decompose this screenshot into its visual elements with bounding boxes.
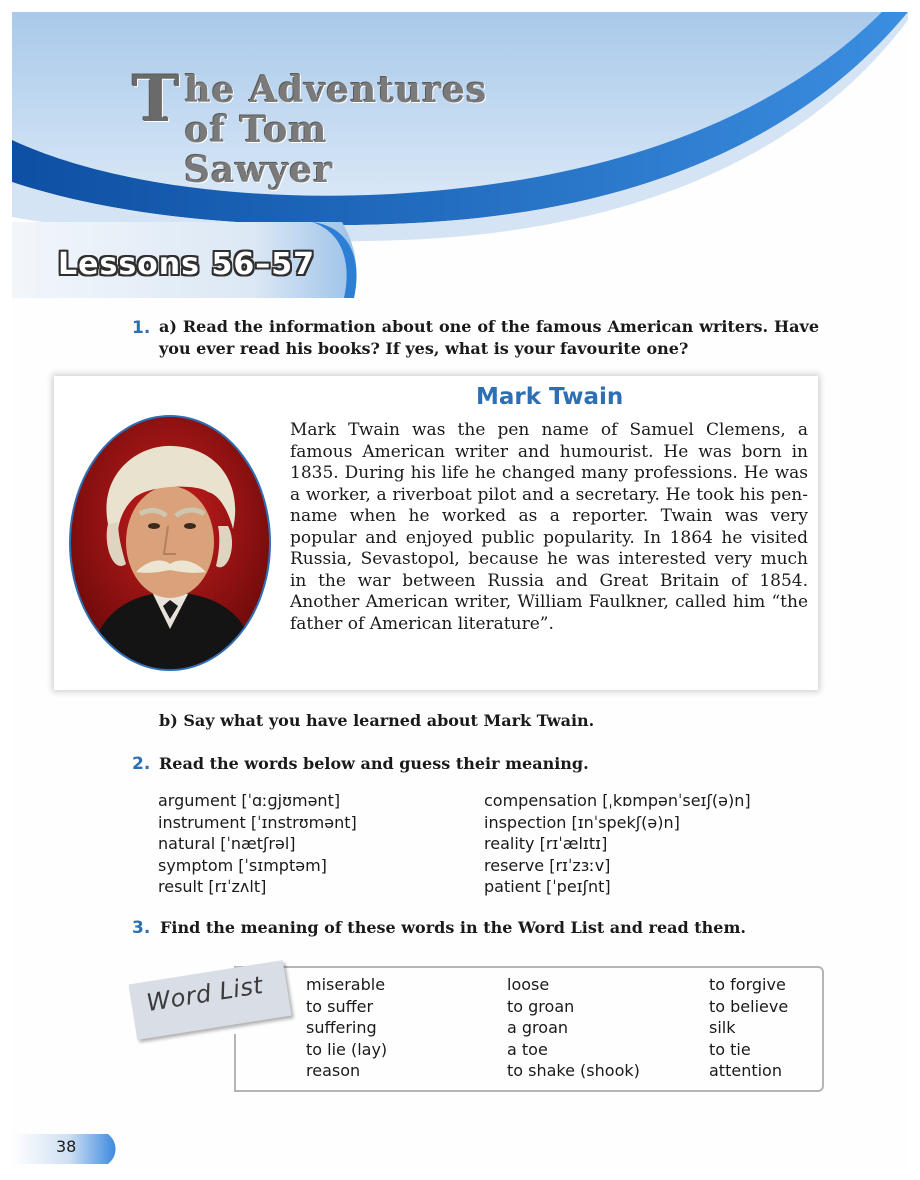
vocab-word: patient [ˈpeɪʃnt] bbox=[484, 877, 611, 896]
mark-twain-portrait bbox=[68, 414, 272, 672]
word-list-item: a toe bbox=[507, 1039, 548, 1059]
vocab-word: instrument [ˈɪnstrʊmənt] bbox=[158, 812, 357, 832]
page-title bbox=[132, 62, 489, 191]
page-number: 38 bbox=[56, 1137, 77, 1156]
vocab-word: argument [ˈɑːɡjʊmənt] bbox=[158, 791, 341, 810]
task-3-prompt: Find the meaning of these words in the Word List and read them. bbox=[160, 918, 746, 937]
word-list-item: a groan bbox=[507, 1018, 569, 1037]
word-list-column-2 bbox=[507, 974, 640, 1082]
word-list-item: miserable bbox=[306, 975, 386, 994]
vocab-word: compensation [ˌkɒmpənˈseɪʃ(ə)n] bbox=[484, 791, 751, 810]
vocab-word: symptom [ˈsɪmptəm] bbox=[158, 855, 327, 875]
word-list-item: to suffer bbox=[306, 996, 374, 1016]
title-line1: he Adventures bbox=[184, 69, 488, 111]
word-list-item: to shake (shook) bbox=[507, 1061, 640, 1080]
lessons-heading: Lessons 56–57 bbox=[58, 247, 315, 282]
vocab-word: reserve [rɪˈzɜːv] bbox=[484, 855, 611, 875]
title-line2: of Tom Sawyer bbox=[184, 109, 334, 191]
vocab-word: natural [ˈnætʃrəl] bbox=[158, 834, 296, 853]
word-list-column-3 bbox=[709, 974, 788, 1082]
vocab-left-column bbox=[158, 790, 357, 898]
vocab-word: reality [rɪˈælɪtɪ] bbox=[484, 834, 608, 853]
title-initial: T bbox=[132, 62, 181, 137]
task-3-number: 3. bbox=[132, 918, 151, 938]
textbook-page bbox=[12, 12, 908, 1168]
word-list-tag-label: Word List bbox=[144, 970, 266, 1018]
word-list-box-edge bbox=[234, 1034, 236, 1090]
task-2-number: 2. bbox=[132, 754, 151, 774]
word-list-item: to believe bbox=[709, 996, 789, 1016]
word-list-item: attention bbox=[709, 1061, 782, 1080]
card-body: Mark Twain was the pen name of Samuel Clemens, a famous American writer and humourist. He was born in 1835. During his life he changed many professions. He was a worker, a riverboat pilot and a secretary. He took his pen-name when he worked as a reporter. Twain was very popular and enjoyed public popularity. In 1864 he visited Russia, Sevastopol, because he was interested very much in the war between Russia and Great Britain of 1854. Another American writer, William Faulkner, called him “the father of American literature”. bbox=[290, 420, 808, 634]
vocab-word: result [rɪˈzʌlt] bbox=[158, 877, 267, 896]
task-2-prompt: Read the words below and guess their meaning. bbox=[159, 754, 589, 773]
word-list-column-1 bbox=[306, 974, 387, 1082]
word-list-item: loose bbox=[507, 975, 550, 994]
word-list-item: silk bbox=[709, 1018, 736, 1037]
word-list-item: to tie bbox=[709, 1039, 751, 1059]
word-list-item: suffering bbox=[306, 1018, 377, 1037]
word-list-item: to lie (lay) bbox=[306, 1039, 388, 1059]
word-list-item: to groan bbox=[507, 996, 575, 1016]
card-heading: Mark Twain bbox=[476, 384, 624, 410]
task-1-prompt-b: b) Say what you have learned about Mark Twain. bbox=[159, 711, 595, 730]
vocab-right-column bbox=[484, 790, 751, 898]
word-list-item: to forgive bbox=[709, 975, 786, 994]
word-list-item: reason bbox=[306, 1061, 361, 1080]
vocab-word: inspection [ɪnˈspekʃ(ə)n] bbox=[484, 812, 680, 832]
task-1-prompt-a: a) Read the information about one of the famous American writers. Have you ever read his books? If yes, what is your favourite one? bbox=[159, 317, 819, 358]
task-1-number: 1. bbox=[132, 318, 151, 338]
